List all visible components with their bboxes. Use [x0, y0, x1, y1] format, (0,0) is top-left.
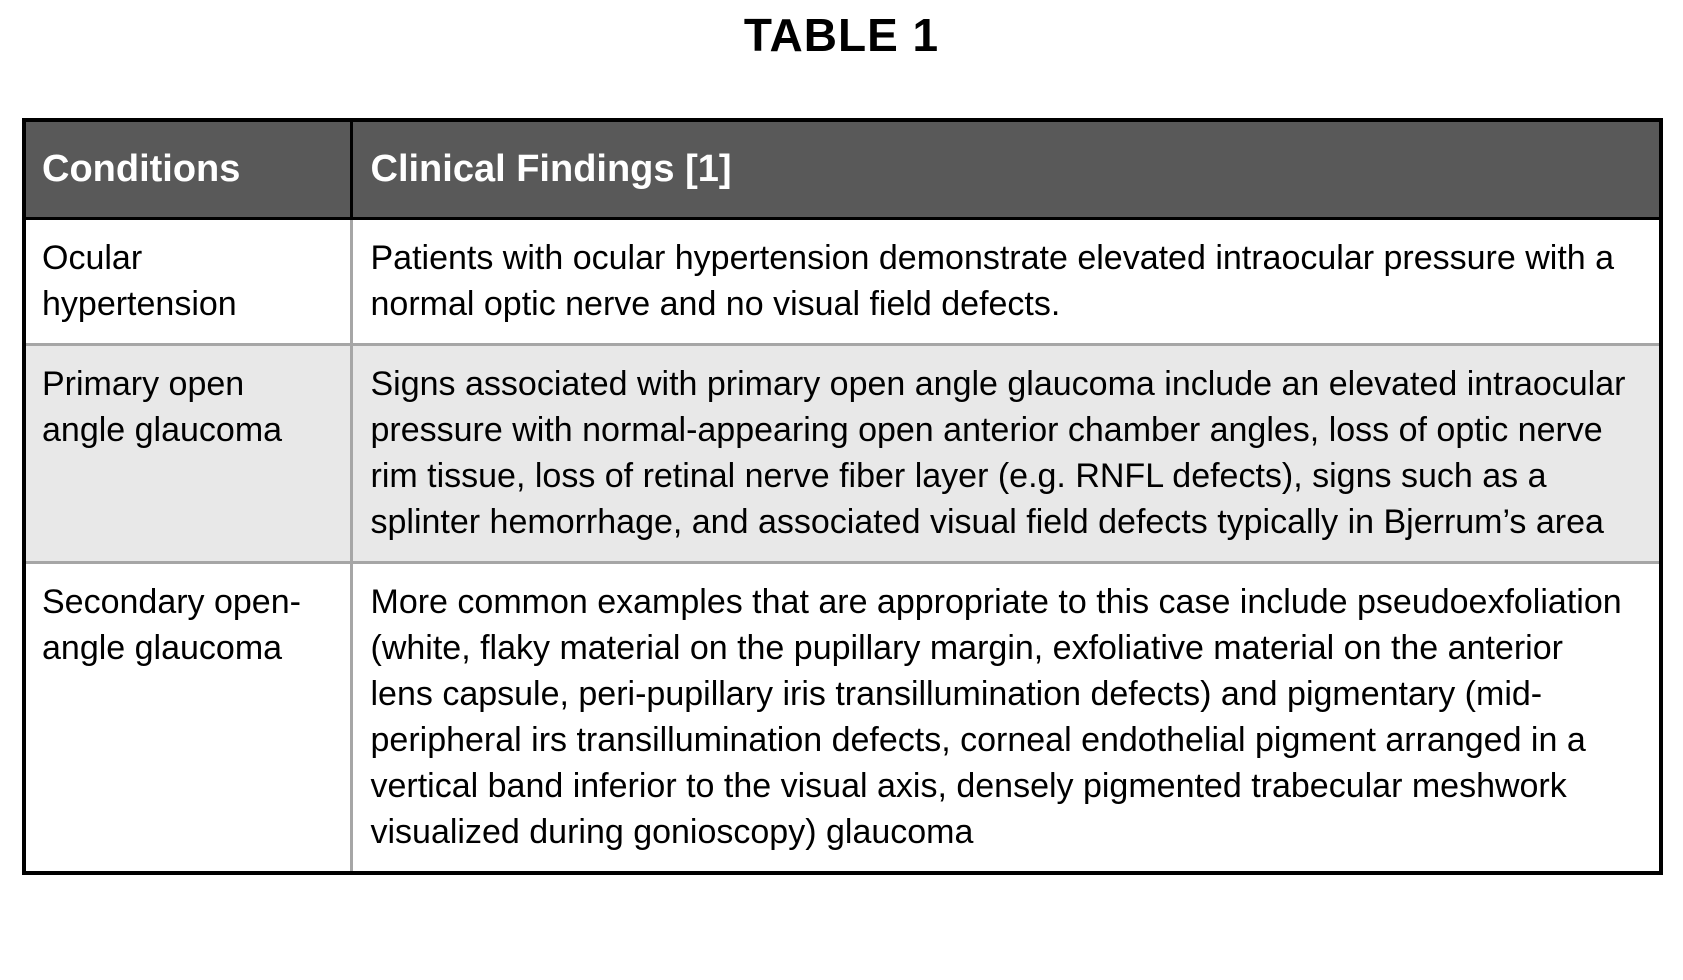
findings-cell: Patients with ocular hypertension demonstrate elevated intraocular pressure with a normal optic nerve and no visual field defects.: [351, 219, 1661, 345]
table-row-ocular-hypertension: [24, 219, 1661, 345]
header-row: [24, 120, 1661, 219]
condition-cell: Ocular hypertension: [24, 219, 351, 345]
table-row-secondary-open-angle-glaucoma: [24, 563, 1661, 874]
clinical-findings-column-header: Clinical Findings [1]: [351, 120, 1661, 219]
clinical-findings-table: [22, 118, 1663, 875]
condition-cell: Primary open angle glaucoma: [24, 345, 351, 563]
conditions-column-header: Conditions: [24, 120, 351, 219]
findings-cell: More common examples that are appropriate to this case include pseudoexfoliation (white, flaky material on the pupillary margin, exfoliative material on the anterior lens capsule, peri-pupillary iris transillumination defects) and pigmentary (mid-peripheral irs transillumination defects, corneal endothelial pigment arranged in a vertical band inferior to the visual axis, densely pigmented trabecular meshwork visualized during gonioscopy) glaucoma: [351, 563, 1661, 874]
table-title: TABLE 1: [743, 9, 940, 61]
table-row-primary-open-angle-glaucoma: [24, 345, 1661, 563]
findings-cell: Signs associated with primary open angle glaucoma include an elevated intraocular pressure with normal-appearing open anterior chamber angles, loss of optic nerve rim tissue, loss of retinal nerve fiber layer (e.g. RNFL defects), signs such as a splinter hemorrhage, and associated visual field defects typically in Bjerrum’s area: [351, 345, 1661, 563]
condition-cell: Secondary open-angle glaucoma: [24, 563, 351, 874]
